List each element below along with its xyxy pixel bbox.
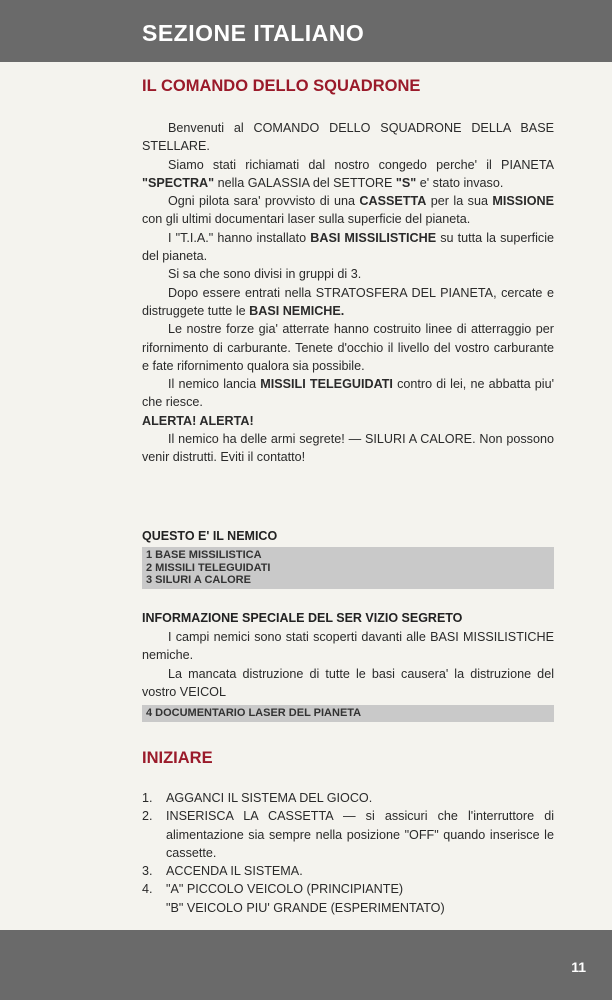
paragraph: Si sa che sono divisi in gruppi di 3. <box>168 267 362 282</box>
step-item <box>142 807 554 862</box>
text-run: contro di lei, ne abbatta piu' che riesce. <box>142 377 554 410</box>
step-number: 4. <box>142 882 153 897</box>
step-item <box>142 899 554 917</box>
secret-box-item: 4 DOCUMENTARIO LASER DEL PIANETA <box>146 707 362 719</box>
squadron-body <box>142 119 554 467</box>
text-run: I "T.I.A." hanno installato <box>168 230 311 245</box>
step-number: 1. <box>142 791 153 805</box>
sector-name: "S" <box>395 175 417 190</box>
text-run: Siamo stati richiamati dal nostro congedo perche' il PIANETA <box>168 157 554 172</box>
step-number: 2. <box>142 809 153 824</box>
paragraph <box>142 284 554 321</box>
step-item <box>142 862 554 880</box>
planet-name: "SPECTRA" <box>142 175 215 190</box>
enemy-item: 3 SILURI A CALORE <box>146 574 251 587</box>
section-label: SEZIONE ITALIANO <box>142 20 365 46</box>
step-text: "A" PICCOLO VEICOLO (PRINCIPIANTE) <box>166 882 404 897</box>
page-number: 11 <box>571 959 586 975</box>
secret-box <box>142 705 554 722</box>
text-run: su tutta la superficie del pianeta. <box>142 230 555 264</box>
bold-term: CASSETTA <box>359 194 427 209</box>
step-text: "B" VEICOLO PIU' GRANDE (ESPERIMENTATO) <box>166 900 445 915</box>
paragraph <box>142 229 554 266</box>
start-steps <box>142 789 554 917</box>
bold-term: MISSILI TELEGUIDATI <box>260 377 393 392</box>
paragraph: I campi nemici sono stati scoperti davanti alle BASI MISSILISTICHE nemiche. <box>142 630 554 663</box>
text-run: per la sua <box>426 194 493 209</box>
text-run: nella GALASSIA del SETTORE <box>214 175 396 190</box>
paragraph <box>142 156 554 193</box>
paragraph <box>142 375 554 412</box>
enemy-title: QUESTO E' IL NEMICO <box>142 529 278 543</box>
footer-band <box>0 930 612 1000</box>
bold-term: BASI NEMICHE. <box>249 303 345 318</box>
bold-term: MISSIONE <box>492 194 554 209</box>
text-run: Ogni pilota sara' provvisto di una <box>168 194 360 209</box>
text-run: Il nemico lancia <box>168 377 261 392</box>
enemy-list-box <box>142 547 554 589</box>
text-run: Dopo essere entrati nella STRATOSFERA DEL PIANETA, cercate e distruggete tutte le <box>142 285 554 318</box>
text-run: con gli ultimi documentari laser sulla superficie del pianeta. <box>142 212 471 227</box>
bold-term: BASI MISSILISTICHE <box>310 230 437 245</box>
step-number <box>142 899 166 917</box>
step-text: AGGANCI IL SISTEMA DEL GIOCO. <box>166 791 373 805</box>
start-title: INIZIARE <box>142 749 213 767</box>
enemy-item: 1 BASE MISSILISTICA <box>146 549 262 561</box>
secret-title: INFORMAZIONE SPECIALE DEL SER VIZIO SEGRETO <box>142 611 463 625</box>
secret-body <box>142 628 554 701</box>
paragraph <box>142 192 554 229</box>
step-text: ACCENDA IL SISTEMA. <box>166 864 303 879</box>
alert-heading <box>142 412 554 430</box>
step-number: 3. <box>142 864 153 879</box>
step-item <box>142 880 554 898</box>
paragraph: Il nemico ha delle armi segrete! — SILURI A CALORE. Non possono venir distrutti. Eviti il contatto! <box>142 432 554 465</box>
paragraph: Le nostre forze gia' atterrate hanno costruito linee di atterraggio per rifornimento di carburante. Tenete d'occhio il livello del vostro carburante e fate rifornimento qualora sia possibile. <box>142 322 554 373</box>
header-band <box>0 0 612 62</box>
squadron-title: IL COMANDO DELLO SQUADRONE <box>142 77 421 95</box>
enemy-item: 2 MISSILI TELEGUIDATI <box>146 561 271 574</box>
text-run: e' stato invaso. <box>416 175 504 190</box>
alert-text: ALERTA! ALERTA! <box>142 413 254 428</box>
paragraph: La mancata distruzione di tutte le basi causera' la distruzione del vostro VEICOL <box>142 666 554 699</box>
step-text: INSERISCA LA CASSETTA — si assicuri che l'interruttore di alimentazione sia sempre nella posizione "OFF" quando inserisce le cassette. <box>166 809 554 860</box>
paragraph: Benvenuti al COMANDO DELLO SQUADRONE DELLA BASE STELLARE. <box>142 121 554 154</box>
step-item <box>142 789 554 807</box>
